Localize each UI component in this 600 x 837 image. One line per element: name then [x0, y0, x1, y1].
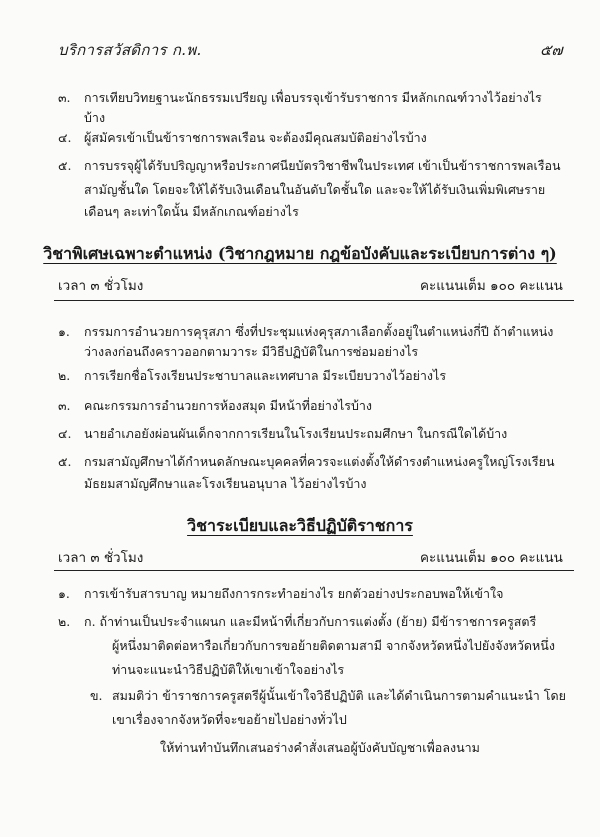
item-continuation: สมมติว่า ข้าราชการครูสตรีผู้นั้นเข้าใจวิธีปฏิบัติ และได้ดำเนินการตามคำแนะนำ โดย [112, 688, 566, 703]
item-number: ๓. [58, 90, 71, 105]
item-continuation: ว่างลงก่อนถึงคราวออกตามวาระ มีวิธีปฏิบัติในการซ่อมอย่างไร [84, 344, 419, 359]
item-continuation: เขาเรื่องจากจังหวัดที่จะขอย้ายไปอย่างทั่วไป [112, 712, 347, 727]
item-continuation: บ้าง [84, 110, 106, 125]
item-number: ๓. [58, 398, 71, 413]
item-continuation: ผู้หนึ่งมาติดต่อหารือเกี่ยวกับการขอย้ายติดตามสามี จากจังหวัดหนึ่งไปยังจังหวัดหนึ่ง [112, 638, 555, 653]
instruction-line: ให้ท่านทำบันทึกเสนอร่างคำสั่งเสนอผู้บังคับบัญชาเพื่อลงนาม [160, 740, 480, 755]
item-text: กรมสามัญศึกษาได้กำหนดลักษณะบุคคลที่ควรจะแต่งตั้งให้ดำรงตำแหน่งครูใหญ่โรงเรียน [84, 454, 555, 469]
sub-item-label: ข. [90, 688, 103, 703]
item-continuation: สามัญชั้นใด โดยจะให้ได้รับเงินเดือนในอันดับใดชั้นใด และจะให้ได้รับเงินเพิ่มพิเศษราย [84, 182, 546, 197]
item-text: กรรมการอำนวยการคุรุสภา ซึ่งที่ประชุมแห่งคุรุสภาเลือกตั้งอยู่ในตำแหน่งกี่ปี ถ้าตำแหน่ง [84, 324, 554, 339]
time-allowed: เวลา ๓ ชั่วโมง [58, 550, 144, 566]
item-text: คณะกรรมการอำนวยการห้องสมุด มีหน้าที่อย่างไรบ้าง [84, 398, 373, 413]
item-continuation: ท่านจะแนะนำวิธีปฏิบัติให้เขาเข้าใจอย่างไร [112, 662, 345, 677]
item-text: ผู้สมัครเข้าเป็นข้าราชการพลเรือน จะต้องมีคุณสมบัติอย่างไรบ้าง [84, 130, 427, 145]
item-continuation: เดือนๆ ละเท่าใดนั้น มีหลักเกณฑ์อย่างไร [84, 204, 299, 219]
section-title: วิชาระเบียบและวิธีปฏิบัติราชการ [187, 516, 413, 535]
item-number: ๕. [58, 454, 72, 469]
item-number: ๔. [58, 426, 72, 441]
item-number: ๒. [58, 368, 71, 383]
divider [54, 300, 574, 301]
item-text: การเทียบวิทยฐานะนักธรรมเปรียญ เพื่อบรรจุเข้ารับราชการ มีหลักเกณฑ์วางไว้อย่างไร [84, 90, 542, 105]
full-score: คะแนนเต็ม ๑๐๐ คะแนน [420, 550, 563, 566]
item-text: การเรียกชื่อโรงเรียนประชาบาลและเทศบาล มีระเบียบวางไว้อย่างไร [84, 368, 447, 383]
page-header-title: บริการสวัสดิการ ก.พ. [58, 41, 202, 59]
item-text: การเข้ารับสารบาญ หมายถึงการกระทำอย่างไร ยกตัวอย่างประกอบพอให้เข้าใจ [84, 586, 504, 601]
item-number: ๕. [58, 158, 72, 173]
item-text: นายอำเภอยังผ่อนผันเด็กจากการเรียนในโรงเรียนประถมศึกษา ในกรณีใดได้บ้าง [84, 426, 508, 441]
item-number: ๒. [58, 614, 71, 629]
divider [54, 570, 574, 571]
item-number: ๔. [58, 130, 72, 145]
page-number: ๕๗ [540, 41, 563, 59]
full-score: คะแนนเต็ม ๑๐๐ คะแนน [420, 278, 563, 294]
item-number: ๑. [58, 586, 70, 601]
item-text: ก. ถ้าท่านเป็นประจำแผนก และมีหน้าที่เกี่ยวกับการแต่งตั้ง (ย้าย) มีข้าราชการครูสตรี [84, 614, 537, 629]
section-title: วิชาพิเศษเฉพาะตำแหน่ง (วิชากฎหมาย กฎข้อบังคับและระเบียบการต่าง ๆ) [43, 244, 557, 263]
item-continuation: มัธยมสามัญศึกษาและโรงเรียนอนุบาล ไว้อย่างไรบ้าง [84, 476, 367, 491]
item-number: ๑. [58, 324, 70, 339]
item-text: การบรรจุผู้ได้รับปริญญาหรือประกาศนียบัตรวิชาชีพในประเทศ เข้าเป็นข้าราชการพลเรือน [84, 158, 561, 173]
time-allowed: เวลา ๓ ชั่วโมง [58, 278, 144, 294]
